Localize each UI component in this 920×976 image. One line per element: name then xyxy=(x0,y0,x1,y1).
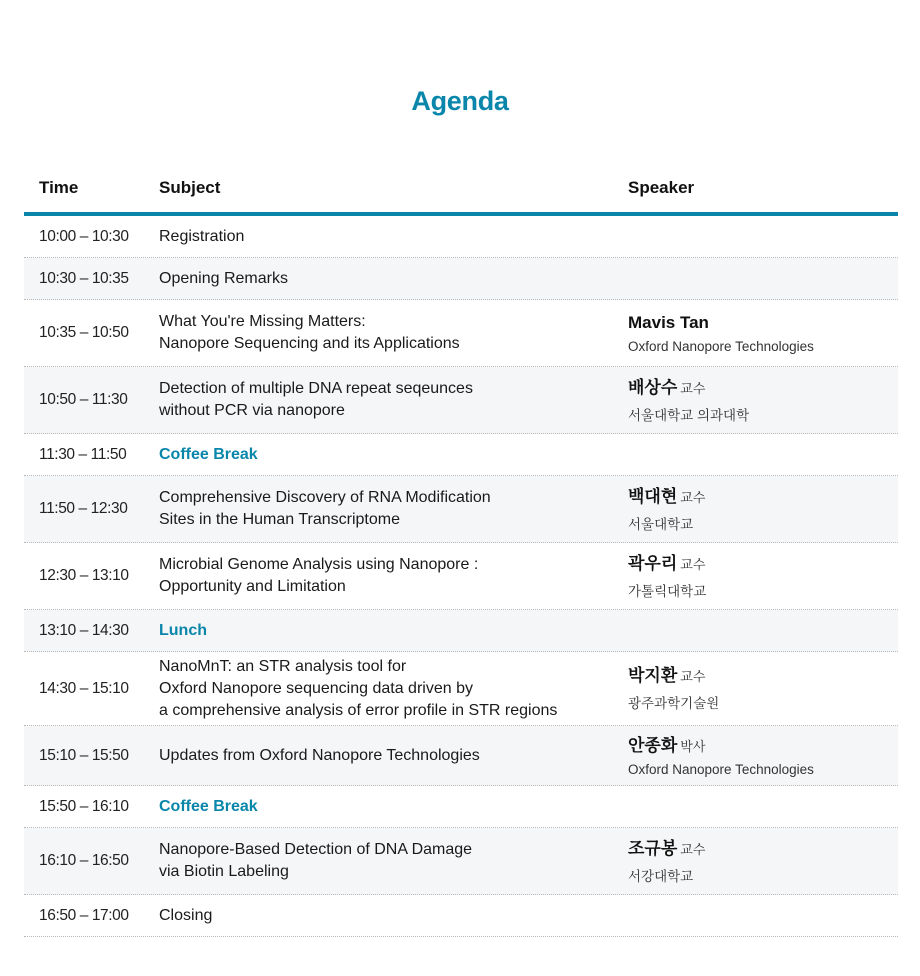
time-cell: 11:30 – 11:50 xyxy=(39,445,127,463)
subject-line: Nanopore Sequencing and its Applications xyxy=(159,335,460,352)
subject-cell xyxy=(159,476,619,542)
time-cell: 15:10 – 15:50 xyxy=(39,746,129,764)
speaker-name: 백대현 xyxy=(628,486,678,506)
subject-line: Detection of multiple DNA repeat seqeunces xyxy=(159,380,473,397)
break-label xyxy=(159,786,619,827)
agenda-table xyxy=(24,168,898,937)
time-cell: 11:50 – 12:30 xyxy=(39,500,128,517)
time-cell: 10:30 – 10:35 xyxy=(39,269,129,287)
break-label xyxy=(159,434,619,475)
subject-cell xyxy=(159,895,619,936)
speaker-cell xyxy=(628,300,898,366)
speaker-title: 교수 xyxy=(680,556,706,572)
page-title: Agenda xyxy=(411,86,509,116)
speaker-cell xyxy=(628,726,898,785)
speaker-affiliation: Oxford Nanopore Technologies xyxy=(628,761,814,777)
speaker-name: 곽우리 xyxy=(628,553,678,573)
speaker-cell xyxy=(628,367,898,433)
table-body xyxy=(24,216,898,937)
time-cell: 13:10 – 14:30 xyxy=(39,621,129,639)
speaker-affiliation: 가톨릭대학교 xyxy=(628,583,707,599)
speaker-name: 배상수 xyxy=(628,377,678,397)
speaker-affiliation: 광주과학기술원 xyxy=(628,696,720,711)
speaker-cell xyxy=(628,476,898,542)
speaker-title: 교수 xyxy=(680,380,706,396)
subject-line: a comprehensive analysis of error profile in STR regions xyxy=(159,701,558,719)
time-cell: 10:00 – 10:30 xyxy=(39,227,129,245)
table-row xyxy=(24,895,898,937)
subject-line: Oxford Nanopore sequencing data driven by xyxy=(159,679,473,697)
subject-line: Comprehensive Discovery of RNA Modification xyxy=(159,489,491,506)
table-header xyxy=(24,168,898,216)
header-speaker: Speaker xyxy=(628,178,695,197)
subject-cell xyxy=(159,258,619,299)
speaker-affiliation: 서강대학교 xyxy=(628,868,694,884)
break-label xyxy=(159,610,619,651)
speaker-cell xyxy=(628,828,898,894)
header-time: Time xyxy=(39,178,79,197)
table-row xyxy=(24,367,898,434)
subject-cell xyxy=(159,216,619,257)
subject-line: Closing xyxy=(159,906,213,924)
speaker-name: 박지환 xyxy=(628,666,678,685)
subject-line: Opportunity and Limitation xyxy=(159,578,346,595)
subject-cell xyxy=(159,367,619,433)
subject-cell xyxy=(159,652,619,725)
speaker-title: 교수 xyxy=(680,489,706,505)
subject-line: Coffee Break xyxy=(159,445,258,463)
subject-cell xyxy=(159,300,619,366)
time-cell: 16:10 – 16:50 xyxy=(39,852,129,869)
speaker-title: 박사 xyxy=(680,738,706,754)
table-row xyxy=(24,652,898,726)
time-cell: 14:30 – 15:10 xyxy=(39,679,129,697)
subject-cell xyxy=(159,828,619,894)
break-row xyxy=(24,434,898,476)
subject-line: Nanopore-Based Detection of DNA Damage xyxy=(159,841,473,858)
subject-line: Registration xyxy=(159,227,245,245)
speaker-cell xyxy=(628,543,898,609)
time-cell: 16:50 – 17:00 xyxy=(39,906,129,924)
speaker-title: 교수 xyxy=(680,669,706,684)
subject-cell xyxy=(159,543,619,609)
subject-line: Lunch xyxy=(159,621,207,639)
speaker-affiliation: Oxford Nanopore Technologies xyxy=(628,339,814,354)
table-row xyxy=(24,300,898,367)
table-row xyxy=(24,258,898,300)
subject-line: via Biotin Labeling xyxy=(159,863,289,880)
subject-line: Updates from Oxford Nanopore Technologies xyxy=(159,746,480,764)
subject-cell xyxy=(159,726,619,785)
subject-line: Coffee Break xyxy=(159,797,258,815)
subject-line: What You're Missing Matters: xyxy=(159,313,366,330)
subject-line: NanoMnT: an STR analysis tool for xyxy=(159,657,407,675)
table-row xyxy=(24,543,898,610)
table-row xyxy=(24,216,898,258)
speaker-name: 안종화 xyxy=(628,735,678,755)
time-cell: 10:35 – 10:50 xyxy=(39,324,129,341)
header-subject: Subject xyxy=(159,178,221,197)
subject-line: Sites in the Human Transcriptome xyxy=(159,511,400,528)
speaker-title: 교수 xyxy=(680,841,706,857)
time-cell: 10:50 – 11:30 xyxy=(39,391,128,408)
subject-line: Microbial Genome Analysis using Nanopore : xyxy=(159,556,479,573)
speaker-name: Mavis Tan xyxy=(628,313,709,332)
time-cell: 15:50 – 16:10 xyxy=(39,797,129,815)
time-cell: 12:30 – 13:10 xyxy=(39,567,129,584)
subject-line: without PCR via nanopore xyxy=(159,402,345,419)
speaker-affiliation: 서울대학교 의과대학 xyxy=(628,407,750,423)
break-row xyxy=(24,610,898,652)
table-row xyxy=(24,726,898,786)
table-row xyxy=(24,476,898,543)
speaker-affiliation: 서울대학교 xyxy=(628,516,694,532)
speaker-name: 조규봉 xyxy=(628,838,678,858)
break-row xyxy=(24,786,898,828)
speaker-cell xyxy=(628,652,898,725)
table-row xyxy=(24,828,898,895)
subject-line: Opening Remarks xyxy=(159,269,288,287)
